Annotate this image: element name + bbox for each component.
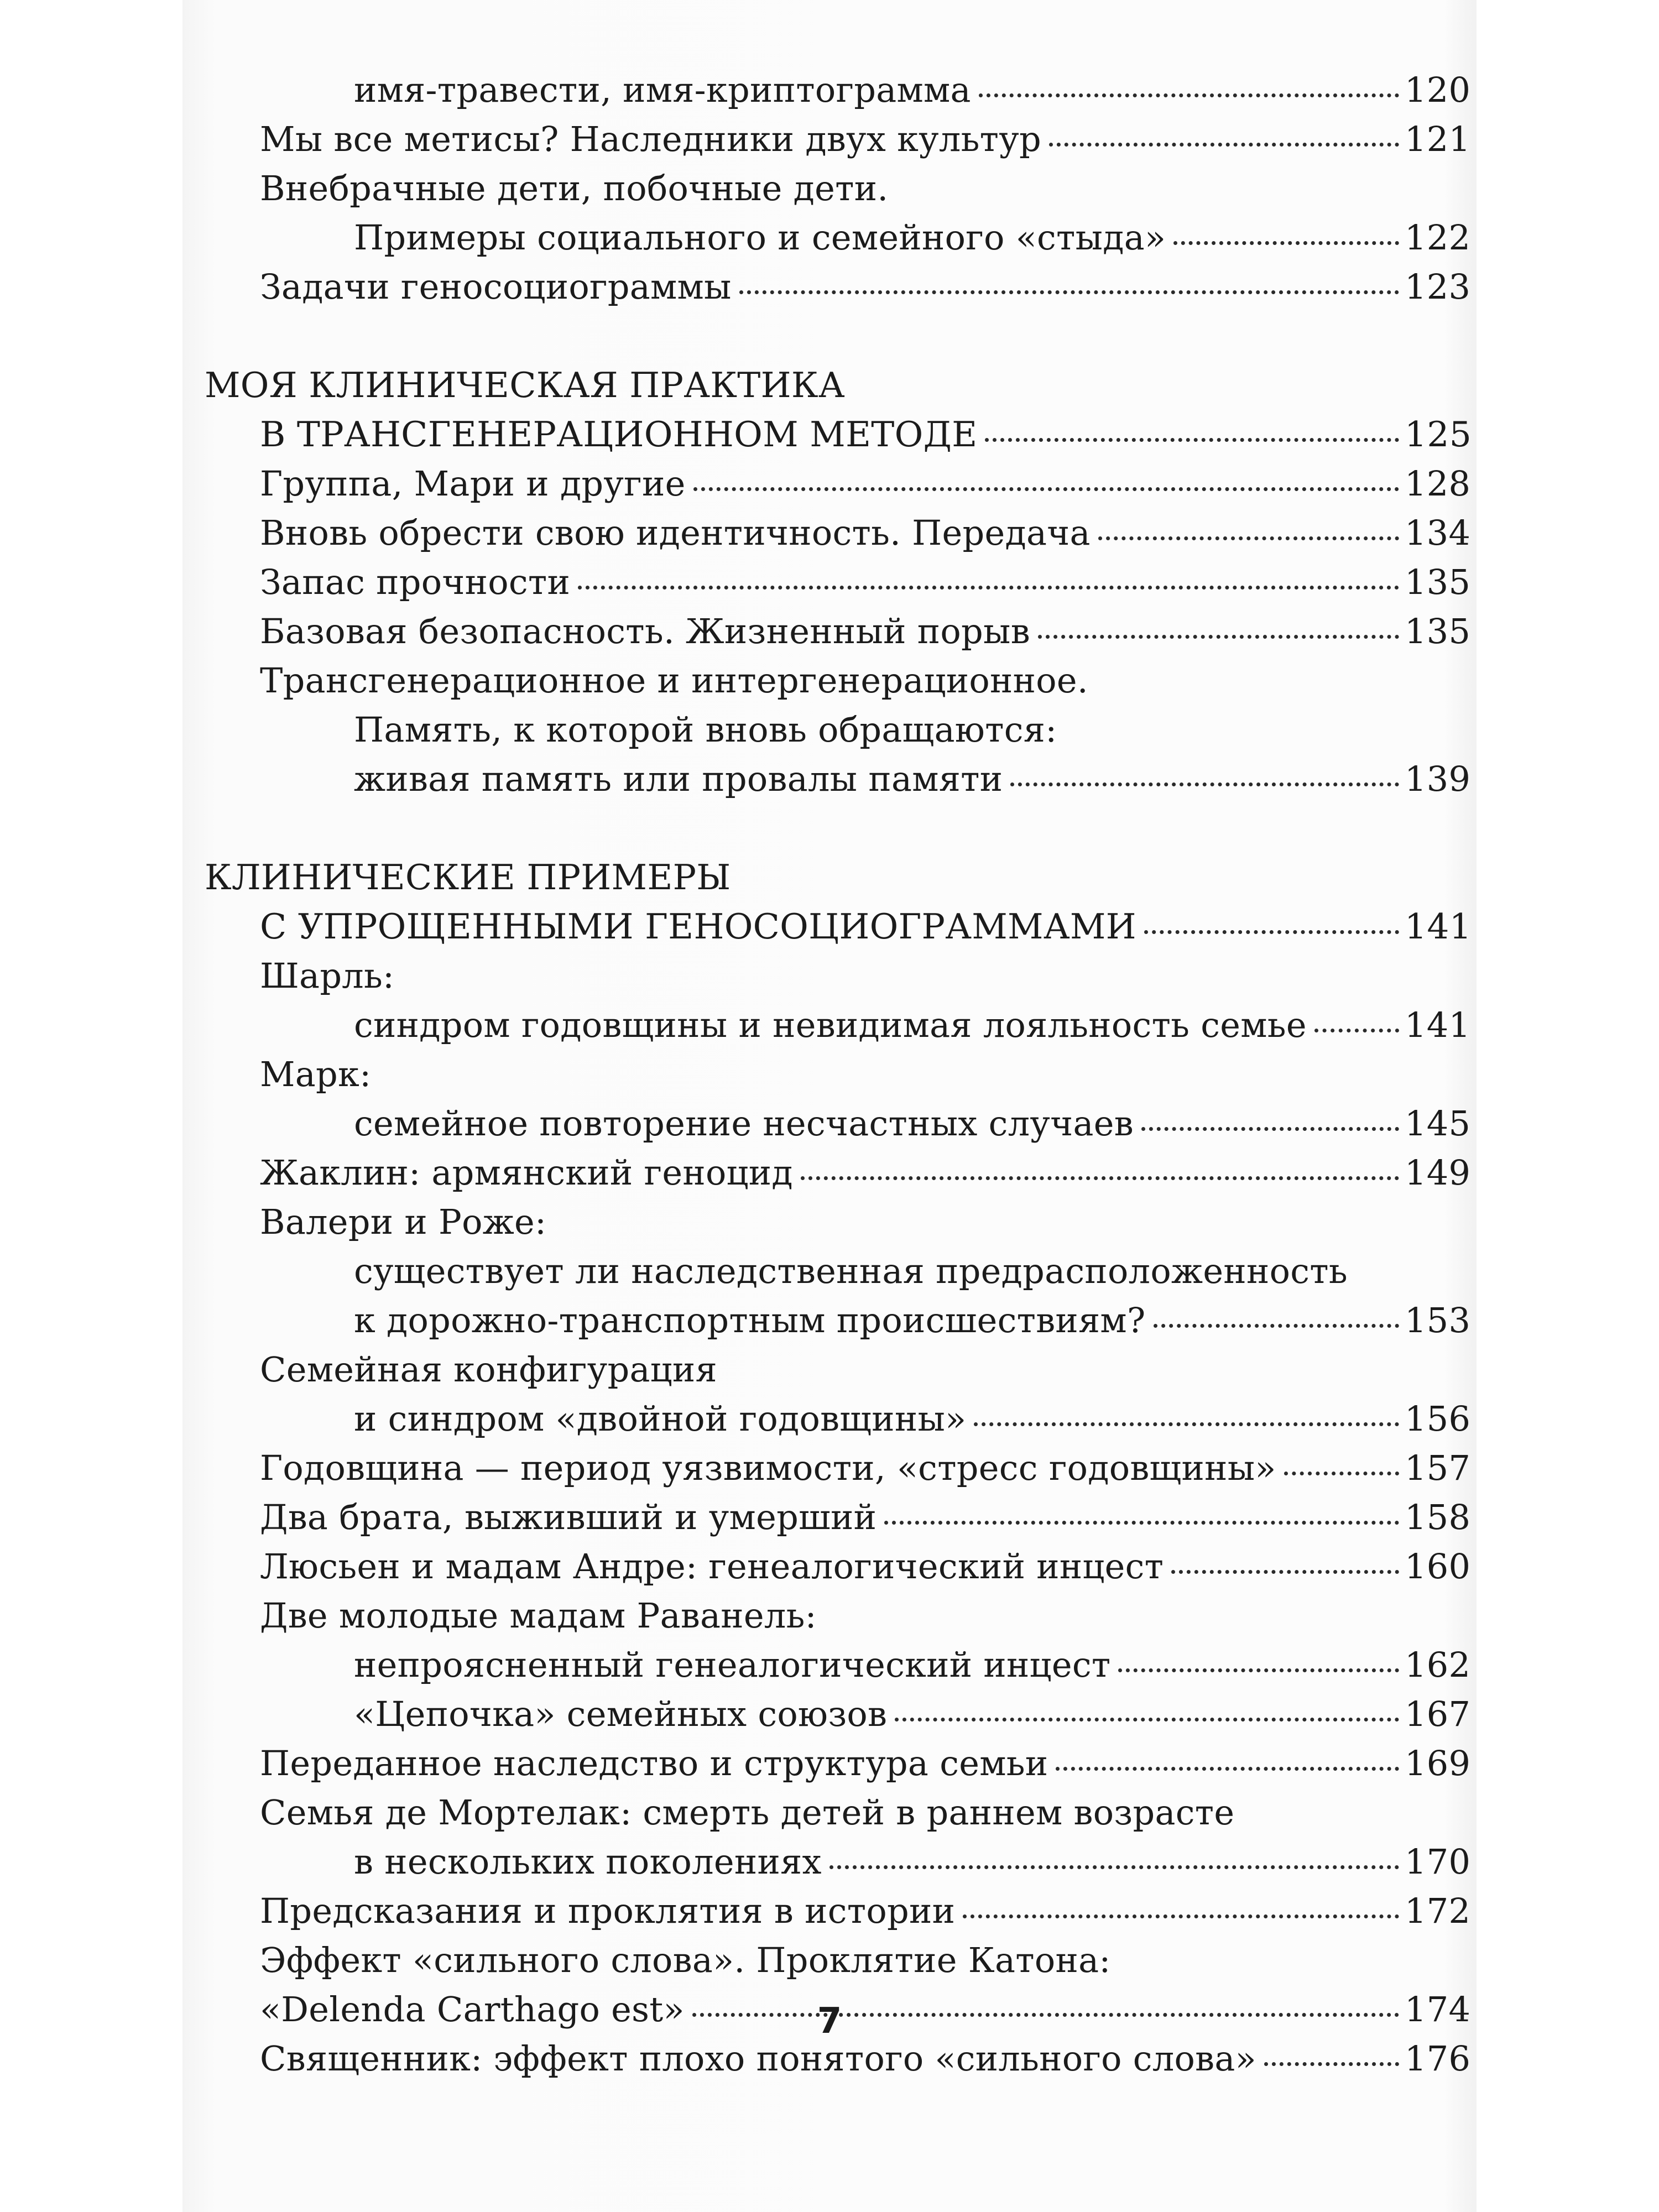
dot-leader [578,586,1399,589]
section-heading [205,361,1465,410]
toc-entry-title: Годовщина — период уязвимости, «стресс годовщины» [260,1448,1276,1488]
toc-entry [205,1739,1471,1788]
toc-entry [205,557,1471,607]
dot-leader [895,1718,1399,1721]
toc-entry-title: Священник: эффект плохо понятого «сильного слова» [260,2038,1256,2079]
toc-entry-title: Базовая безопасность. Жизненный порыв [260,611,1030,651]
toc-entry [205,1000,1471,1050]
dot-leader [801,1176,1399,1180]
toc-entry-title: имя-травести, имя-криптограмма [354,70,971,110]
toc-entry-page: 153 [1405,1300,1471,1340]
toc-entry [205,1345,1465,1394]
toc-entry-title: Память, к которой вновь обращаются: [354,709,1057,750]
toc-entry-title: Переданное наследство и структура семьи [260,1743,1048,1783]
toc-entry [205,1246,1465,1296]
toc-entry-title: и синдром «двойной годовщины» [354,1399,967,1439]
toc-entry-title: живая память или провалы памяти [354,759,1003,799]
toc-entry-page: 141 [1405,1005,1471,1045]
dot-leader [1098,536,1399,540]
dot-leader [1118,1668,1399,1672]
page-number: 7 [817,2001,842,2042]
toc-entry-page: 121 [1405,119,1471,159]
section-heading-title: С УПРОЩЕННЫМИ ГЕНОСОЦИОГРАММАМИ [260,906,1136,947]
toc-entry-page: 122 [1405,217,1471,258]
dot-leader [1264,2062,1399,2066]
toc-entry-title: Запас прочности [260,562,571,602]
table-of-contents [205,65,1472,2083]
toc-entry-page: 128 [1405,463,1471,504]
toc-entry-title: «Цепочка» семейных союзов [354,1694,888,1734]
toc-entry-page: 120 [1405,70,1471,110]
toc-entry [205,1886,1471,1936]
toc-entry-page: 141 [1405,906,1472,947]
toc-entry [205,1050,1465,1099]
toc-entry-page: 149 [1405,1152,1471,1193]
dot-leader [1141,1127,1399,1131]
toc-entry-page: 125 [1405,414,1472,455]
toc-entry-page: 169 [1405,1743,1471,1783]
toc-entry-title: Жаклин: армянский геноцид [260,1152,793,1193]
toc-entry-title: Два брата, выживший и умерший [260,1497,877,1537]
toc-entry [205,1148,1471,1197]
toc-entry [205,1099,1471,1148]
dot-leader [1154,1324,1400,1328]
section-heading-title: МОЯ КЛИНИЧЕСКАЯ ПРАКТИКА [205,365,845,405]
toc-entry-title: Трансгенерационное и интергенерационное. [260,660,1088,701]
toc-entry [205,1493,1471,1542]
toc-entry-title: существует ли наследственная предрасположенность [354,1251,1348,1291]
toc-entry [205,1443,1471,1493]
toc-entry-page: 167 [1405,1694,1471,1734]
dot-leader [963,1914,1399,1918]
toc-entry-title: Задачи геносоциограммы [260,267,732,307]
section-heading [205,853,1465,902]
toc-entry-page: 139 [1405,759,1471,799]
toc-entry [205,754,1471,804]
toc-entry-title: Предсказания и проклятия в истории [260,1891,956,1931]
toc-entry [205,1689,1471,1739]
toc-entry-page: 145 [1405,1103,1471,1144]
toc-entry-page: 135 [1405,611,1471,651]
toc-entry-title: Вновь обрести свою идентичность. Передача [260,513,1091,553]
dot-leader [985,438,1399,442]
section-gap [205,311,1465,361]
toc-entry-page: 158 [1405,1497,1471,1537]
toc-entry-title: к дорожно-транспортным происшествиям? [354,1300,1146,1340]
toc-entry [205,951,1465,1000]
toc-entry-title: Группа, Мари и другие [260,463,686,504]
toc-entry-page: 172 [1405,1891,1471,1931]
dot-leader [1038,635,1399,639]
toc-entry-title: Внебрачные дети, побочные дети. [260,168,889,208]
toc-entry [205,1197,1465,1246]
toc-entry-page: 135 [1405,562,1471,602]
dot-leader [1010,782,1399,786]
toc-entry-title: в нескольких поколениях [354,1841,822,1882]
toc-entry-title: Семейная конфигурация [260,1349,717,1390]
toc-entry [205,1640,1471,1689]
toc-entry-title: синдром годовщины и невидимая лояльность семье [354,1005,1307,1045]
section-heading [205,902,1472,951]
section-gap [205,804,1465,853]
dot-leader [974,1422,1399,1426]
section-heading [205,410,1472,459]
toc-entry-title: Марк: [260,1054,372,1094]
toc-entry-page: 176 [1405,2038,1471,2079]
toc-entry-title: Примеры социального и семейного «стыда» [354,217,1166,258]
toc-entry-page: 123 [1405,267,1471,307]
dot-leader [1314,1029,1399,1032]
toc-entry-page: 162 [1405,1645,1471,1685]
toc-entry [205,65,1471,114]
toc-entry-page: 156 [1405,1399,1471,1439]
toc-entry [205,1591,1465,1640]
toc-entry-title: Валери и Роже: [260,1202,547,1242]
toc-entry-page: 157 [1405,1448,1471,1488]
toc-entry-title: Две молодые мадам Раванель: [260,1595,817,1636]
dot-leader [830,1865,1399,1869]
toc-entry-title: «Delenda Carthago est» [260,1989,685,2030]
toc-entry [205,114,1471,164]
dot-leader [1284,1472,1399,1475]
section-heading-title: КЛИНИЧЕСКИЕ ПРИМЕРЫ [205,857,731,898]
toc-entry [205,1837,1471,1886]
toc-entry-page: 134 [1405,513,1471,553]
dot-leader [693,487,1399,491]
toc-entry [205,164,1465,213]
dot-leader [1173,241,1399,245]
section-heading-title: В ТРАНСГЕНЕРАЦИОННОМ МЕТОДЕ [260,414,978,455]
dot-leader [884,1521,1399,1525]
toc-entry-title: непроясненный генеалогический инцест [354,1645,1111,1685]
dot-leader [1171,1570,1399,1574]
toc-entry [205,508,1471,557]
toc-entry [205,656,1465,705]
toc-entry [205,213,1471,262]
toc-entry-title: Люсьен и мадам Андре: генеалогический инцест [260,1546,1164,1587]
toc-entry [205,459,1471,508]
toc-entry [205,705,1465,754]
toc-entry [205,1394,1471,1443]
dot-leader [979,93,1399,97]
toc-entry-title: Семья де Мортелак: смерть детей в раннем возрасте [260,1792,1235,1833]
toc-entry [205,1936,1465,1985]
toc-entry-page: 174 [1405,1989,1471,2030]
dot-leader [1056,1767,1399,1771]
toc-entry [205,607,1471,656]
toc-entry [205,1788,1465,1837]
dot-leader [739,290,1399,294]
toc-entry [205,1542,1471,1591]
toc-entry-title: Шарль: [260,956,395,996]
toc-entry-title: семейное повторение несчастных случаев [354,1103,1134,1144]
toc-entry [205,1296,1471,1345]
dot-leader [1049,143,1399,147]
dot-leader [1144,930,1399,934]
toc-entry-title: Мы все метисы? Наследники двух культур [260,119,1042,159]
toc-entry-title: Эффект «сильного слова». Проклятие Катона: [260,1940,1111,1980]
toc-entry-page: 170 [1405,1841,1471,1882]
toc-entry-page: 160 [1405,1546,1471,1587]
toc-entry [205,262,1471,311]
